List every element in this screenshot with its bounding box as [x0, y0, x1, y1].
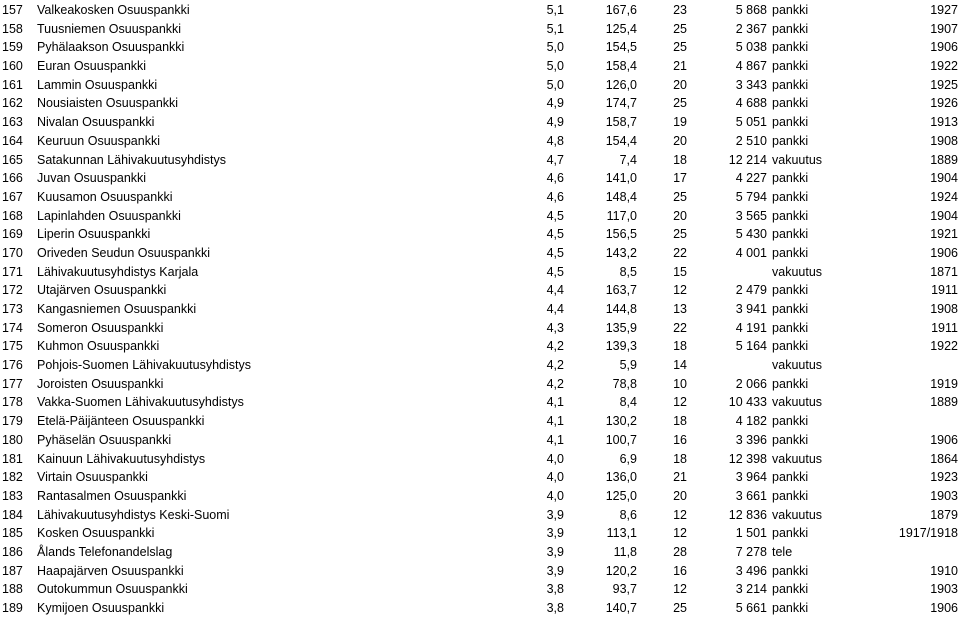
value3-cell: 12 — [673, 582, 687, 597]
name-cell: Nivalan Osuuspankki — [37, 115, 155, 130]
year-cell: 1906 — [930, 601, 958, 615]
year-cell: 1879 — [930, 507, 958, 522]
value3-cell: 25 — [673, 21, 687, 36]
name-cell: Kuhmon Osuuspankki — [37, 339, 160, 354]
rank-cell: 180 — [2, 432, 23, 447]
type-cell: pankki — [772, 320, 809, 335]
name-cell: Kuusamon Osuuspankki — [37, 189, 173, 204]
value1-cell: 4,5 — [546, 208, 564, 223]
value1-cell: 4,5 — [546, 227, 564, 242]
value1-cell: 4,6 — [546, 189, 564, 204]
year-cell: 1913 — [930, 115, 958, 130]
name-cell: Etelä-Päijänteen Osuuspankki — [37, 414, 205, 429]
value4-cell: 3 941 — [735, 302, 767, 316]
type-cell: pankki — [772, 96, 809, 111]
table-row — [0, 263, 959, 282]
value2-cell: 117,0 — [606, 208, 637, 223]
year-cell: 1926 — [930, 96, 958, 111]
type-cell: pankki — [772, 59, 809, 74]
value3-cell: 18 — [673, 152, 687, 167]
value2-cell: 158,4 — [605, 59, 637, 74]
table-row — [0, 300, 959, 319]
type-cell: pankki — [772, 77, 809, 92]
value2-cell: 120,2 — [605, 563, 637, 578]
table-row — [0, 431, 959, 450]
value4-cell: 5 661 — [735, 601, 767, 615]
value3-cell: 13 — [673, 302, 687, 316]
value1-cell: 3,9 — [546, 563, 564, 578]
value2-cell: 113,1 — [606, 526, 637, 541]
value4-cell: 5 430 — [735, 227, 767, 242]
value2-cell: 8,4 — [619, 395, 637, 410]
value1-cell: 5,0 — [546, 40, 564, 55]
name-cell: Lammin Osuuspankki — [37, 77, 158, 92]
value2-cell: 156,5 — [605, 227, 637, 242]
table-row — [0, 562, 959, 581]
type-cell: vakuutus — [772, 451, 823, 466]
value2-cell: 154,4 — [605, 133, 637, 148]
table-row — [0, 132, 959, 151]
value1-cell: 4,0 — [546, 488, 564, 503]
table-row — [0, 393, 959, 412]
rank-cell: 183 — [2, 488, 23, 503]
value3-cell: 25 — [673, 189, 687, 204]
value1-cell: 3,9 — [546, 544, 564, 559]
value3-cell: 16 — [673, 563, 687, 578]
value2-cell: 154,5 — [605, 40, 637, 55]
value2-cell: 140,7 — [605, 601, 637, 615]
value3-cell: 22 — [673, 245, 687, 260]
value1-cell: 4,8 — [546, 133, 564, 148]
type-cell: vakuutus — [772, 264, 823, 279]
table-row — [0, 487, 959, 506]
rank-cell: 189 — [2, 601, 23, 615]
value3-cell: 28 — [673, 544, 687, 559]
name-cell: Outokummun Osuuspankki — [37, 582, 188, 597]
name-cell: Lähivakuutusyhdistys Keski-Suomi — [37, 507, 230, 522]
name-cell: Haapajärven Osuuspankki — [37, 563, 184, 578]
value4-cell: 4 182 — [735, 414, 767, 429]
value3-cell: 20 — [673, 133, 687, 148]
rank-cell: 161 — [2, 77, 23, 92]
rank-cell: 170 — [2, 245, 23, 260]
name-cell: Pyhäselän Osuuspankki — [37, 432, 172, 447]
table-row — [0, 599, 959, 618]
year-cell: 1923 — [930, 470, 958, 485]
value1-cell: 4,2 — [546, 376, 564, 391]
year-cell: 1906 — [930, 432, 958, 447]
year-cell: 1908 — [930, 302, 958, 316]
value2-cell: 174,7 — [605, 96, 637, 111]
name-cell: Oriveden Seudun Osuuspankki — [37, 245, 211, 260]
value1-cell: 4,4 — [546, 283, 564, 298]
value4-cell: 10 433 — [728, 395, 767, 410]
value1-cell: 4,2 — [546, 339, 564, 354]
name-cell: Euran Osuuspankki — [37, 59, 147, 74]
table-row — [0, 375, 959, 394]
value3-cell: 25 — [673, 40, 687, 55]
value3-cell: 18 — [673, 339, 687, 354]
value4-cell: 5 038 — [735, 40, 767, 55]
value2-cell: 125,4 — [605, 21, 637, 36]
table-row — [0, 113, 959, 132]
rank-cell: 164 — [2, 133, 23, 148]
value2-cell: 8,6 — [619, 507, 637, 522]
rank-cell: 179 — [2, 414, 23, 429]
value3-cell: 23 — [673, 3, 687, 17]
type-cell: pankki — [772, 40, 809, 55]
name-cell: Joroisten Osuuspankki — [37, 376, 164, 391]
value3-cell: 12 — [673, 395, 687, 410]
value2-cell: 125,0 — [605, 488, 637, 503]
value3-cell: 18 — [673, 451, 687, 466]
value1-cell: 4,9 — [546, 115, 564, 130]
value4-cell: 5 868 — [735, 3, 767, 17]
name-cell: Lapinlahden Osuuspankki — [37, 208, 181, 223]
value1-cell: 4,9 — [546, 96, 564, 111]
year-cell: 1903 — [930, 488, 958, 503]
table-row — [0, 412, 959, 431]
value4-cell: 2 066 — [735, 376, 767, 391]
value2-cell: 158,7 — [605, 115, 637, 130]
value2-cell: 141,0 — [605, 171, 637, 186]
type-cell: pankki — [772, 582, 809, 597]
value4-cell: 3 214 — [735, 582, 767, 597]
table-row — [0, 207, 959, 226]
value4-cell: 3 396 — [735, 432, 767, 447]
rank-cell: 158 — [2, 21, 23, 36]
type-cell: pankki — [772, 601, 809, 615]
rank-cell: 173 — [2, 302, 23, 316]
rank-cell: 185 — [2, 526, 23, 541]
name-cell: Juvan Osuuspankki — [37, 171, 147, 186]
year-cell: 1917/1918 — [898, 526, 958, 541]
value1-cell: 5,1 — [546, 3, 564, 17]
value2-cell: 144,8 — [605, 302, 637, 316]
value1-cell: 3,8 — [546, 582, 564, 597]
table-row — [0, 57, 959, 76]
year-cell: 1919 — [930, 376, 958, 391]
name-cell: Rantasalmen Osuuspankki — [37, 488, 187, 503]
value2-cell: 139,3 — [605, 339, 637, 354]
table-row — [0, 20, 959, 39]
rank-cell: 177 — [2, 376, 23, 391]
table-row — [0, 188, 959, 207]
value4-cell: 2 479 — [735, 283, 767, 298]
value4-cell: 2 510 — [735, 133, 767, 148]
value2-cell: 8,5 — [619, 264, 637, 279]
year-cell: 1889 — [930, 152, 958, 167]
table-row — [0, 38, 959, 57]
rank-cell: 188 — [2, 582, 23, 597]
name-cell: Ålands Telefonandelslag — [37, 544, 173, 559]
year-cell: 1903 — [930, 582, 958, 597]
value1-cell: 4,5 — [546, 245, 564, 260]
value2-cell: 167,6 — [605, 3, 637, 17]
value1-cell: 4,5 — [546, 264, 564, 279]
name-cell: Nousiaisten Osuuspankki — [37, 96, 179, 111]
year-cell: 1908 — [930, 133, 958, 148]
value4-cell: 5 794 — [735, 189, 767, 204]
value2-cell: 100,7 — [605, 432, 637, 447]
type-cell: pankki — [772, 563, 809, 578]
value1-cell: 3,9 — [546, 526, 564, 541]
type-cell: pankki — [772, 133, 809, 148]
value3-cell: 20 — [673, 208, 687, 223]
value1-cell: 3,8 — [546, 601, 564, 615]
value3-cell: 22 — [673, 320, 687, 335]
value3-cell: 12 — [673, 283, 687, 298]
rank-cell: 176 — [2, 358, 23, 373]
name-cell: Kymijoen Osuuspankki — [37, 601, 165, 615]
year-cell: 1889 — [930, 395, 958, 410]
type-cell: vakuutus — [772, 152, 823, 167]
rank-cell: 175 — [2, 339, 23, 354]
type-cell: pankki — [772, 3, 809, 17]
name-cell: Kangasniemen Osuuspankki — [37, 302, 197, 316]
rank-cell: 167 — [2, 189, 23, 204]
name-cell: Kosken Osuuspankki — [37, 526, 155, 541]
rank-cell: 157 — [2, 3, 23, 17]
value3-cell: 12 — [673, 526, 687, 541]
rank-cell: 162 — [2, 96, 23, 111]
table-row — [0, 524, 959, 543]
table-row — [0, 244, 959, 263]
type-cell: pankki — [772, 302, 809, 316]
name-cell: Tuusniemen Osuuspankki — [37, 21, 182, 36]
value2-cell: 7,4 — [619, 152, 637, 167]
table-row — [0, 94, 959, 113]
year-cell: 1906 — [930, 40, 958, 55]
year-cell: 1871 — [930, 264, 958, 279]
rank-cell: 174 — [2, 320, 23, 335]
table-row — [0, 1, 959, 20]
year-cell: 1922 — [930, 59, 958, 74]
value4-cell: 7 278 — [735, 544, 767, 559]
value1-cell: 5,1 — [546, 21, 564, 36]
value3-cell: 25 — [673, 601, 687, 615]
table-row — [0, 281, 959, 300]
value3-cell: 25 — [673, 227, 687, 242]
type-cell: pankki — [772, 115, 809, 130]
value1-cell: 4,0 — [546, 451, 564, 466]
table-row — [0, 580, 959, 599]
rank-cell: 166 — [2, 171, 23, 186]
table-row — [0, 337, 959, 356]
name-cell: Pyhälaakson Osuuspankki — [37, 40, 185, 55]
value4-cell: 3 661 — [735, 488, 767, 503]
rank-cell: 169 — [2, 227, 23, 242]
value3-cell: 16 — [673, 432, 687, 447]
type-cell: pankki — [772, 432, 809, 447]
value3-cell: 19 — [673, 115, 687, 130]
value4-cell: 4 867 — [735, 59, 767, 74]
year-cell: 1904 — [930, 171, 958, 186]
value4-cell: 3 964 — [735, 470, 767, 485]
name-cell: Lähivakuutusyhdistys Karjala — [37, 264, 199, 279]
value1-cell: 4,3 — [546, 320, 564, 335]
table-row — [0, 506, 959, 525]
value2-cell: 5,9 — [619, 358, 637, 373]
value2-cell: 78,8 — [612, 376, 637, 391]
rank-cell: 182 — [2, 470, 23, 485]
name-cell: Someron Osuuspankki — [37, 320, 164, 335]
rank-cell: 159 — [2, 40, 23, 55]
value3-cell: 15 — [673, 264, 687, 279]
value4-cell: 3 496 — [735, 563, 767, 578]
type-cell: pankki — [772, 208, 809, 223]
type-cell: pankki — [772, 283, 809, 298]
rank-cell: 165 — [2, 152, 23, 167]
type-cell: pankki — [772, 376, 809, 391]
rank-cell: 163 — [2, 115, 23, 130]
year-cell: 1921 — [930, 227, 958, 242]
value1-cell: 4,1 — [546, 395, 564, 410]
value1-cell: 4,1 — [546, 432, 564, 447]
year-cell: 1906 — [930, 245, 958, 260]
value4-cell: 4 227 — [735, 171, 767, 186]
value1-cell: 5,0 — [546, 59, 564, 74]
rank-cell: 184 — [2, 507, 23, 522]
value3-cell: 10 — [673, 376, 687, 391]
value2-cell: 143,2 — [605, 245, 637, 260]
table-row — [0, 450, 959, 469]
value4-cell: 12 398 — [728, 451, 767, 466]
value3-cell: 12 — [673, 507, 687, 522]
value1-cell: 4,6 — [546, 171, 564, 186]
year-cell: 1910 — [930, 563, 958, 578]
value1-cell: 4,2 — [546, 358, 564, 373]
value4-cell: 5 051 — [735, 115, 767, 130]
year-cell: 1864 — [930, 451, 958, 466]
name-cell: Valkeakosken Osuuspankki — [37, 3, 190, 17]
name-cell: Satakunnan Lähivakuutusyhdistys — [37, 152, 227, 167]
year-cell: 1904 — [930, 208, 958, 223]
value2-cell: 126,0 — [605, 77, 637, 92]
name-cell: Pohjois-Suomen Lähivakuutusyhdistys — [37, 358, 252, 373]
value2-cell: 135,9 — [605, 320, 637, 335]
year-cell: 1907 — [930, 21, 958, 36]
value4-cell: 2 367 — [735, 21, 767, 36]
value4-cell: 12 836 — [728, 507, 767, 522]
year-cell: 1911 — [931, 320, 958, 335]
type-cell: pankki — [772, 414, 809, 429]
value3-cell: 25 — [673, 96, 687, 111]
rank-cell: 178 — [2, 395, 23, 410]
type-cell: pankki — [772, 470, 809, 485]
type-cell: vakuutus — [772, 358, 823, 373]
rank-cell: 171 — [2, 264, 23, 279]
value3-cell: 20 — [673, 488, 687, 503]
value4-cell: 1 501 — [735, 526, 767, 541]
value2-cell: 136,0 — [605, 470, 637, 485]
value3-cell: 18 — [673, 414, 687, 429]
rank-cell: 186 — [2, 544, 23, 559]
value1-cell: 5,0 — [546, 77, 564, 92]
value1-cell: 4,4 — [546, 302, 564, 316]
rank-cell: 172 — [2, 283, 23, 298]
name-cell: Virtain Osuuspankki — [37, 470, 148, 485]
type-cell: pankki — [772, 189, 809, 204]
value4-cell: 5 164 — [735, 339, 767, 354]
value4-cell: 12 214 — [728, 152, 767, 167]
type-cell: tele — [772, 544, 793, 559]
year-cell: 1924 — [930, 189, 958, 204]
value3-cell: 20 — [673, 77, 687, 92]
year-cell: 1911 — [931, 283, 958, 298]
value1-cell: 3,9 — [546, 507, 564, 522]
table-row — [0, 319, 959, 338]
rank-cell: 181 — [2, 451, 23, 466]
type-cell: pankki — [772, 339, 809, 354]
table-row — [0, 225, 959, 244]
value2-cell: 163,7 — [605, 283, 637, 298]
value4-cell: 3 343 — [735, 77, 767, 92]
value3-cell: 17 — [673, 171, 687, 186]
rank-cell: 168 — [2, 208, 23, 223]
value4-cell: 3 565 — [735, 208, 767, 223]
value3-cell: 21 — [673, 59, 687, 74]
value4-cell: 4 688 — [735, 96, 767, 111]
value1-cell: 4,7 — [546, 152, 564, 167]
value1-cell: 4,0 — [546, 470, 564, 485]
type-cell: pankki — [772, 526, 809, 541]
value4-cell: 4 001 — [735, 245, 767, 260]
name-cell: Kainuun Lähivakuutusyhdistys — [37, 451, 206, 466]
year-cell: 1925 — [930, 77, 958, 92]
table-row — [0, 169, 959, 188]
year-cell: 1927 — [930, 3, 958, 17]
value2-cell: 130,2 — [605, 414, 637, 429]
name-cell: Keuruun Osuuspankki — [37, 133, 160, 148]
type-cell: pankki — [772, 171, 809, 186]
table-row — [0, 151, 959, 170]
value2-cell: 11,8 — [613, 544, 637, 559]
year-cell: 1922 — [930, 339, 958, 354]
value3-cell: 21 — [673, 470, 687, 485]
type-cell: pankki — [772, 227, 809, 242]
type-cell: pankki — [772, 488, 809, 503]
type-cell: pankki — [772, 245, 809, 260]
table-row — [0, 356, 959, 375]
table-row — [0, 543, 959, 562]
type-cell: vakuutus — [772, 507, 823, 522]
table-row — [0, 468, 959, 487]
value2-cell: 93,7 — [612, 582, 637, 597]
rank-cell: 187 — [2, 563, 23, 578]
name-cell: Vakka-Suomen Lähivakuutusyhdistys — [37, 395, 244, 410]
value4-cell: 4 191 — [735, 320, 767, 335]
table-row — [0, 76, 959, 95]
type-cell: pankki — [772, 21, 809, 36]
value2-cell: 148,4 — [605, 189, 637, 204]
name-cell: Utajärven Osuuspankki — [37, 283, 167, 298]
name-cell: Liperin Osuuspankki — [37, 227, 151, 242]
value1-cell: 4,1 — [546, 414, 564, 429]
value3-cell: 14 — [673, 358, 687, 373]
rank-cell: 160 — [2, 59, 23, 74]
type-cell: vakuutus — [772, 395, 823, 410]
value2-cell: 6,9 — [619, 451, 637, 466]
